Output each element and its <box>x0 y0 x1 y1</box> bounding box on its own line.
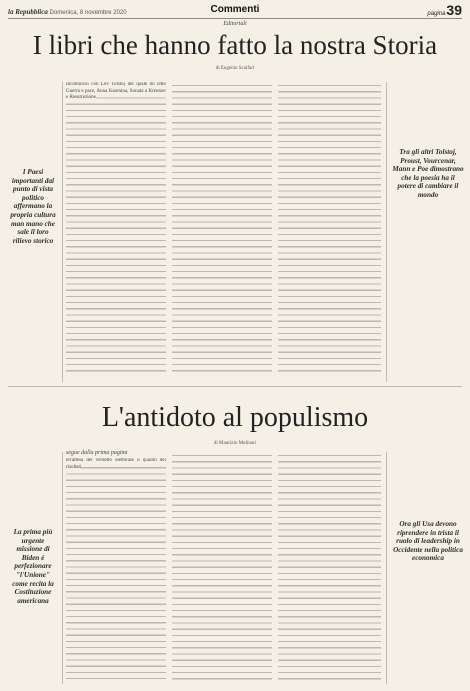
top-article-column-1 <box>66 82 166 376</box>
top-article-lead: Incomincio con Lev Tolstoj del quale ho letto Guerra e pace, Anna Karenina, Sonata a Kreutzer e Resurrezione. <box>66 82 166 100</box>
top-article-byline: di Eugenio Scalfari <box>215 66 255 71</box>
section-name: Commenti <box>210 4 260 15</box>
publication-name: la Repubblica <box>8 8 48 16</box>
issue-date: Domenica, 8 novembre 2020 <box>49 10 127 16</box>
column-divider <box>386 82 387 382</box>
page-label: pagina <box>427 11 446 17</box>
page-number: 39 <box>446 2 462 18</box>
article-separator <box>8 386 462 387</box>
bottom-article-tag: segue dalla prima pagina <box>66 450 128 456</box>
top-article-title: I libri che hanno fatto la nostra Storia <box>32 30 438 60</box>
top-article-column-2 <box>172 82 272 376</box>
column-divider <box>62 452 63 684</box>
bottom-article-pull-quote-right: Ora gli Usa devono riprendere in trista il ruolo di leadership in Occidente nella politica economica <box>393 520 463 563</box>
bottom-article-title: L'antidoto al populismo <box>101 402 369 433</box>
header-rule <box>8 18 462 19</box>
top-article-pull-quote-right: Tra gli altri Tolstoj, Proust, Vourcenar, Mann e Poe dimostrano che la poesia ha il potere di cambiare il mondo <box>392 148 464 199</box>
bottom-article-byline: di Maurizio Molinari <box>213 441 257 446</box>
bottom-article-pull-quote-left: La prima più urgente missione di Biden è perfezionare "l'Unione" come recita la Costituzione americana <box>12 528 54 605</box>
bottom-article-lead: ell'attesa del verdetto elettorale il quadro dei risultati <box>66 458 166 470</box>
column-divider <box>386 452 387 684</box>
column-divider <box>62 82 63 382</box>
bottom-article-column-1 <box>66 458 166 684</box>
top-article-column-3 <box>278 82 381 376</box>
top-article-pull-quote-left: I Paesi importanti dal punto di vista politico affermano la propria cultura man mano che sale il loro rilievo storico <box>10 168 56 245</box>
bottom-article-column-3 <box>278 452 381 684</box>
page-number-block <box>427 2 462 18</box>
top-article-tag: Editoriali <box>223 21 247 27</box>
bottom-article-column-2 <box>172 452 272 684</box>
